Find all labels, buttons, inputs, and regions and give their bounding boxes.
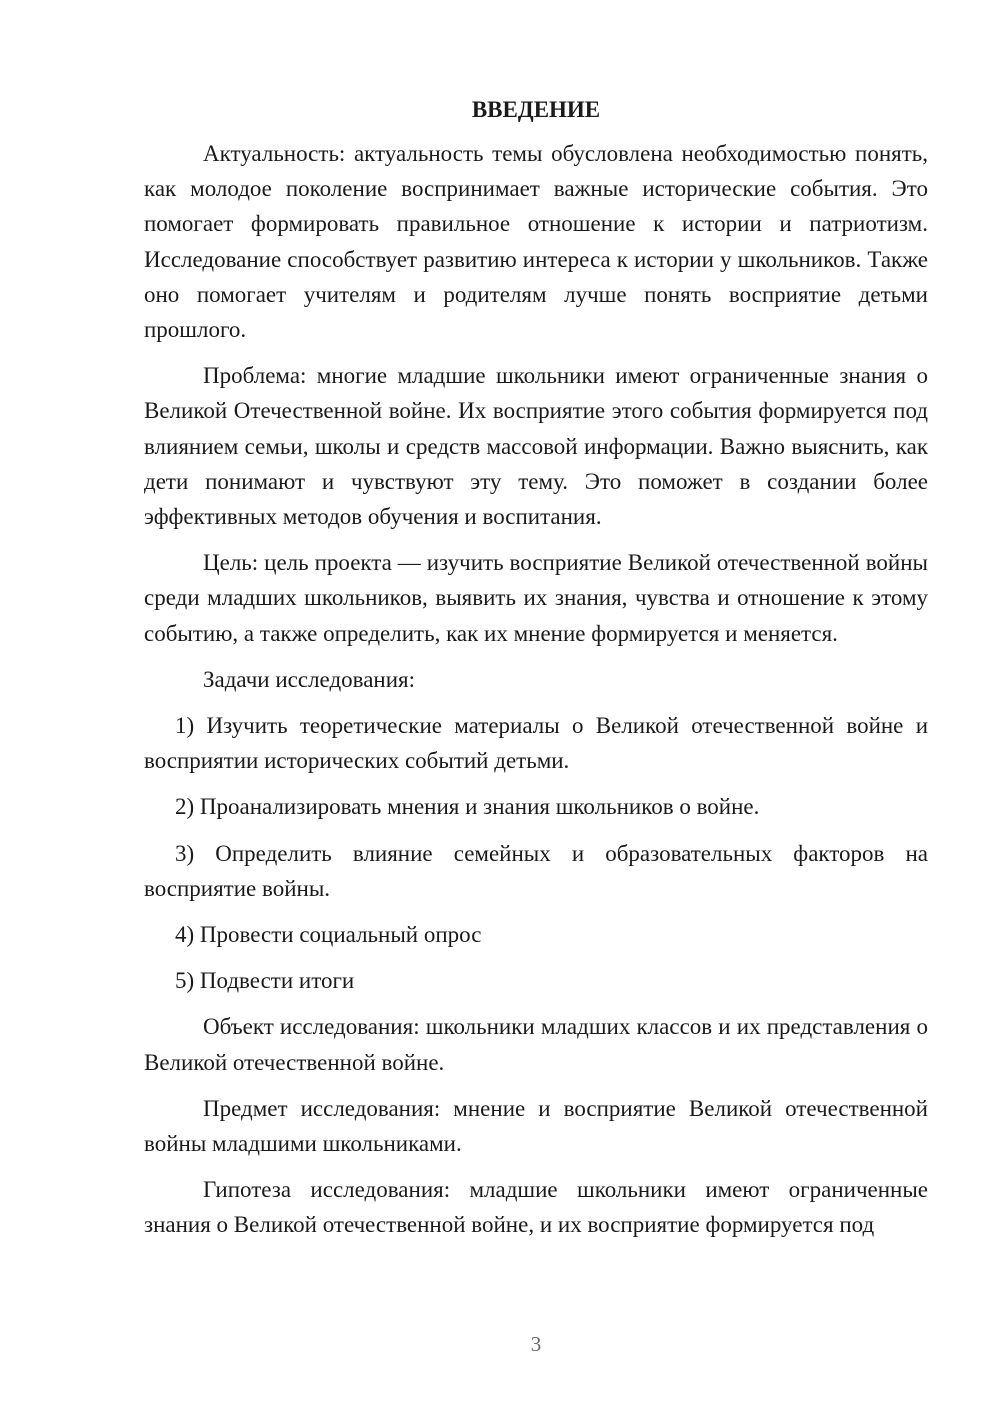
goal-paragraph: Цель: цель проекта — изучить восприятие Великой отечественной войны среди младших школьников, выявить их знания, чувства и отношение к этому событию, а также определить, как их мнение формируется и меняется. (144, 550, 928, 646)
subject-paragraph: Предмет исследования: мнение и восприятие Великой отечественной войны младшими школьниками. (144, 1095, 928, 1157)
task-item-3: 3) Определить влияние семейных и образовательных факторов на восприятие войны. (144, 840, 928, 901)
tasks-heading: Задачи исследования: (203, 666, 416, 692)
task-item-4: 4) Провести социальный опрос (175, 922, 482, 948)
problem-paragraph: Проблема: многие младшие школьники имеют ограниченные знания о Великой Отечественной войне. Их восприятие этого события формируется под влиянием семьи, школы и средств массовой информации. Важно выяснить, как дети понимают и чувствуют эту тему. Это поможет в создании более эффективных методов обучения и воспитания. (144, 363, 928, 530)
task-item-5: 5) Подвести итоги (175, 968, 355, 994)
task-item-1: 1) Изучить теоретические материалы о Великой отечественной войне и восприятии исторических событий детьми. (144, 713, 928, 774)
hypothesis-paragraph: Гипотеза исследования: младшие школьники имеют ограниченные знания о Великой отечественной войне, и их восприятие формируется под (144, 1177, 928, 1238)
page-content (144, 94, 928, 1254)
task-item-2: 2) Проанализировать мнения и знания школьников о войне. (175, 794, 760, 820)
page-number: 3 (530, 1332, 542, 1356)
relevance-paragraph: Актуальность: актуальность темы обусловлена необходимостью понять, как молодое поколение воспринимает важные исторические события. Это помогает формировать правильное отношение к истории и патриотизм. Исследование способствует развитию интереса к истории у школьников. Также оно помогает учителям и родителям лучше понять восприятие детьми прошлого. (144, 141, 928, 343)
object-paragraph: Объект исследования: школьники младших классов и их представления о Великой отечественной войне. (144, 1014, 928, 1075)
section-title: ВВЕДЕНИЕ (471, 97, 601, 122)
